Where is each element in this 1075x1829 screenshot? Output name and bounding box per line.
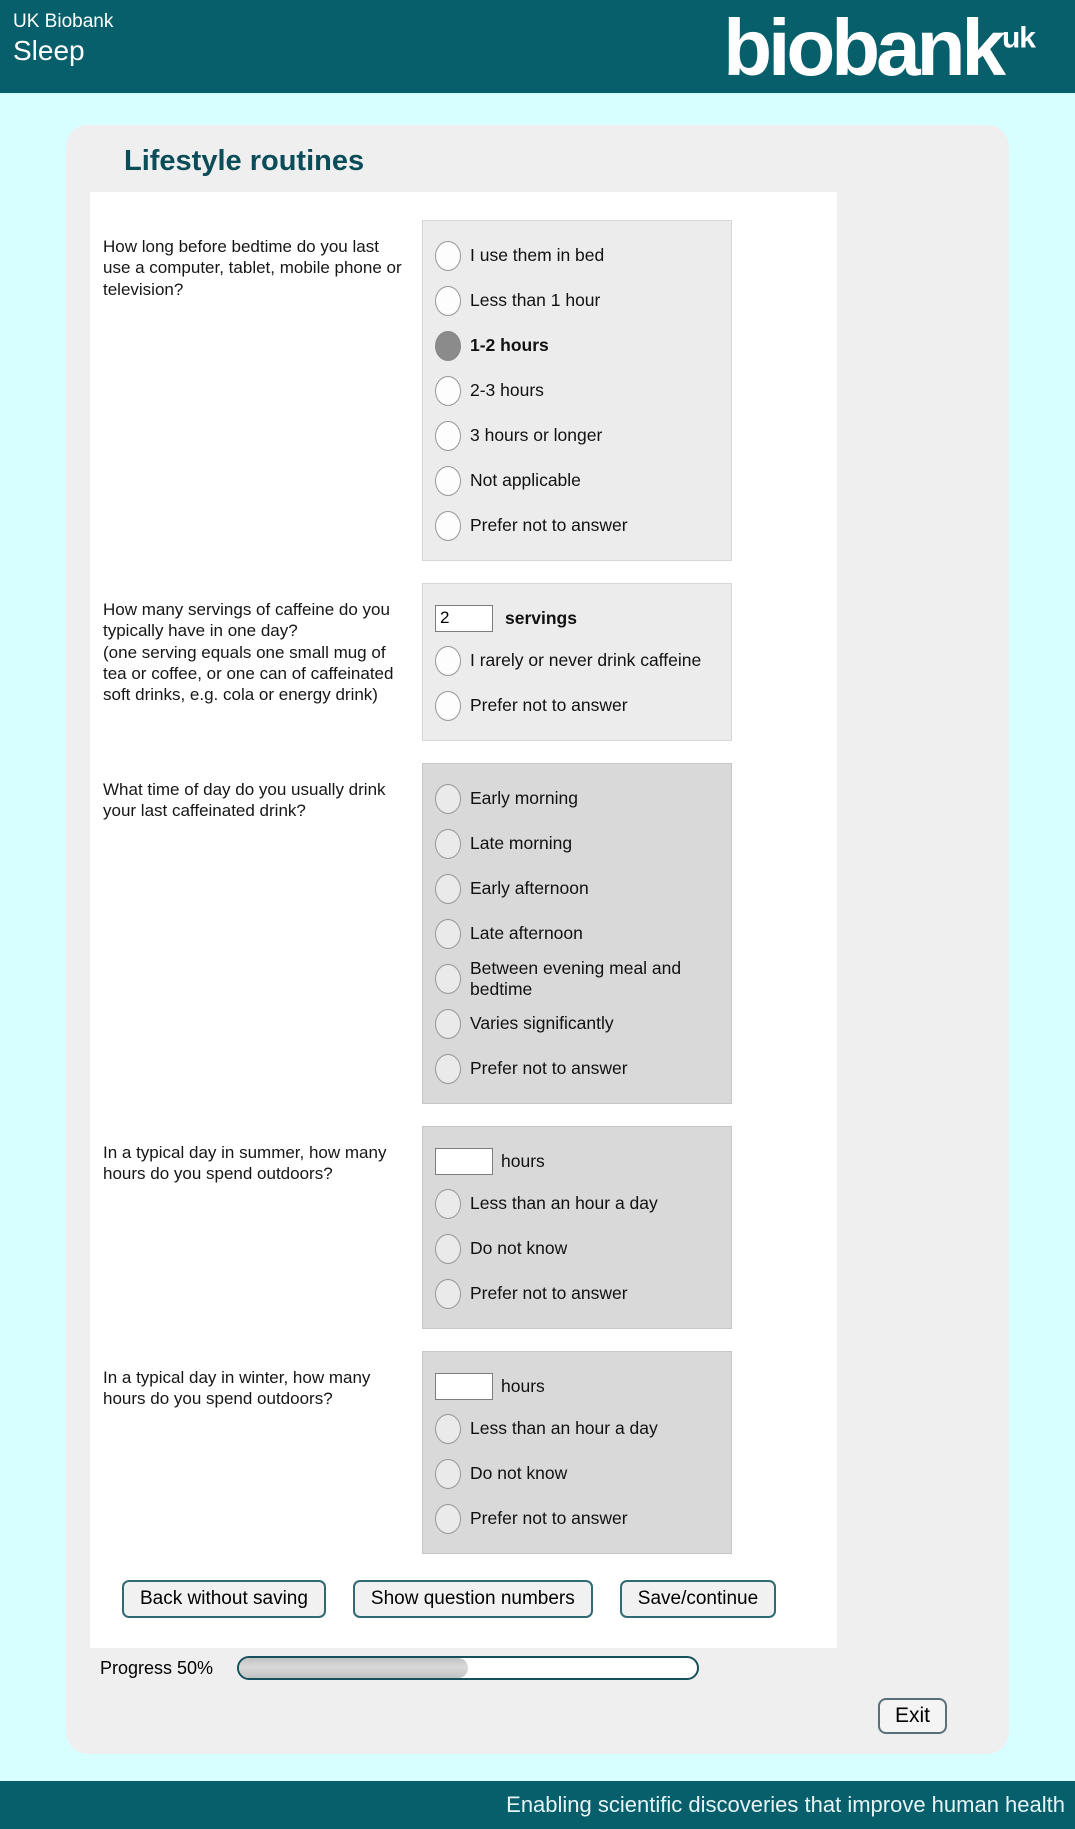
radio-option[interactable] — [423, 1001, 731, 1046]
option-label: Early morning — [470, 788, 578, 808]
footer-tagline: Enabling scientific discoveries that improve human health — [506, 1792, 1065, 1817]
radio-option[interactable] — [423, 638, 731, 683]
question-text-line: In a typical day in winter, how many hours do you spend outdoors? — [103, 1368, 371, 1409]
option-label: Less than an hour a day — [470, 1418, 658, 1438]
radio-option[interactable] — [423, 821, 731, 866]
progress-fill — [239, 1658, 468, 1678]
radio-option[interactable] — [423, 956, 731, 1001]
option-label: Prefer not to answer — [470, 1058, 628, 1078]
question-panel — [90, 192, 837, 1648]
option-label: 3 hours or longer — [470, 425, 603, 445]
action-button-row — [122, 1580, 837, 1618]
radio-option[interactable] — [423, 683, 731, 728]
option-label: Prefer not to answer — [470, 515, 628, 535]
radio-icon[interactable] — [435, 964, 461, 994]
radio-option[interactable] — [423, 1496, 731, 1541]
question-text-line: What time of day do you usually drink your last caffeinated drink? — [103, 780, 386, 821]
radio-option[interactable] — [423, 413, 731, 458]
radio-option[interactable] — [423, 1451, 731, 1496]
question-text — [90, 583, 422, 741]
questionnaire-card — [66, 125, 1009, 1754]
option-label: Do not know — [470, 1238, 568, 1258]
radio-icon[interactable] — [435, 376, 461, 406]
question-text-line: How long before bedtime do you last use a computer, tablet, mobile phone or television? — [103, 237, 402, 299]
radio-option[interactable] — [423, 776, 731, 821]
question-text-line: In a typical day in summer, how many hours do you spend outdoors? — [103, 1143, 387, 1184]
winter-hours-input[interactable] — [435, 1373, 493, 1400]
logo-word: biobank — [723, 3, 1002, 92]
save-continue-button[interactable]: Save/continue — [620, 1580, 776, 1618]
app-header — [0, 0, 1075, 93]
radio-option[interactable] — [423, 323, 731, 368]
radio-icon[interactable] — [435, 829, 461, 859]
logo-uk-superscript: uk — [1001, 21, 1035, 55]
option-label: Early afternoon — [470, 878, 589, 898]
option-label: Varies significantly — [470, 1013, 614, 1033]
unit-label: servings — [505, 607, 577, 628]
radio-option[interactable] — [423, 1046, 731, 1091]
show-question-numbers-button[interactable]: Show question numbers — [353, 1580, 593, 1618]
radio-icon[interactable] — [435, 691, 461, 721]
option-label: Between evening meal and bedtime — [470, 957, 682, 999]
radio-icon[interactable] — [435, 919, 461, 949]
summer-hours-input[interactable] — [435, 1148, 493, 1175]
radio-icon[interactable] — [435, 1189, 461, 1219]
radio-option[interactable] — [423, 278, 731, 323]
option-label: 1-2 hours — [470, 335, 549, 355]
option-label: Do not know — [470, 1463, 568, 1483]
answer-box — [422, 220, 732, 561]
question-text — [90, 220, 422, 561]
question-text-line: (one serving equals one small mug of tea or coffee, or one can of caffeinated soft drinks, e.g. cola or energy drink) — [103, 642, 394, 704]
radio-icon[interactable] — [435, 466, 461, 496]
radio-icon[interactable] — [435, 511, 461, 541]
app-footer — [0, 1781, 1075, 1829]
radio-icon[interactable] — [435, 1009, 461, 1039]
biobank-logo — [723, 3, 1035, 93]
servings-input[interactable] — [435, 605, 493, 632]
progress-label: Progress 50% — [100, 1657, 214, 1678]
question-text — [90, 1126, 422, 1329]
unit-label: hours — [501, 1375, 545, 1396]
progress-bar — [237, 1656, 699, 1680]
radio-icon[interactable] — [435, 1054, 461, 1084]
radio-icon[interactable] — [435, 874, 461, 904]
radio-icon[interactable] — [435, 1459, 461, 1489]
option-label: Prefer not to answer — [470, 1508, 628, 1528]
radio-selected-icon[interactable] — [435, 331, 461, 361]
answer-box — [422, 583, 732, 741]
radio-option[interactable] — [423, 368, 731, 413]
radio-icon[interactable] — [435, 784, 461, 814]
question-row — [90, 763, 837, 1104]
radio-icon[interactable] — [435, 1414, 461, 1444]
question-text — [90, 1351, 422, 1554]
app-name: UK Biobank — [13, 11, 114, 32]
radio-icon[interactable] — [435, 421, 461, 451]
option-label: Less than an hour a day — [470, 1193, 658, 1213]
answer-box — [422, 1351, 732, 1554]
radio-option[interactable] — [423, 458, 731, 503]
radio-icon[interactable] — [435, 646, 461, 676]
option-label: Late morning — [470, 833, 573, 853]
exit-row — [66, 1680, 1009, 1734]
question-row — [90, 1351, 837, 1554]
radio-option[interactable] — [423, 1226, 731, 1271]
radio-icon[interactable] — [435, 286, 461, 316]
option-label: Less than 1 hour — [470, 290, 601, 310]
question-text-line: How many servings of caffeine do you typically have in one day? — [103, 600, 390, 641]
questions — [90, 220, 837, 1554]
option-label: Prefer not to answer — [470, 695, 628, 715]
option-label: Not applicable — [470, 470, 581, 490]
radio-option[interactable] — [423, 866, 731, 911]
radio-icon[interactable] — [435, 1504, 461, 1534]
section-name: Sleep — [13, 35, 85, 66]
option-label: 2-3 hours — [470, 380, 544, 400]
option-label: I use them in bed — [470, 245, 605, 265]
question-text — [90, 763, 422, 1104]
numeric-input-row — [435, 1370, 731, 1402]
numeric-input-row — [435, 602, 731, 634]
progress-row — [100, 1656, 1009, 1680]
answer-box — [422, 1126, 732, 1329]
radio-icon[interactable] — [435, 241, 461, 271]
radio-option[interactable] — [423, 503, 731, 548]
option-label: I rarely or never drink caffeine — [470, 650, 702, 670]
header-titles — [0, 0, 113, 93]
radio-option[interactable] — [423, 233, 731, 278]
option-label: Prefer not to answer — [470, 1283, 628, 1303]
question-row — [90, 220, 837, 561]
radio-option[interactable] — [423, 1181, 731, 1226]
back-without-saving-button[interactable]: Back without saving — [122, 1580, 326, 1618]
question-row — [90, 1126, 837, 1329]
numeric-input-row — [435, 1145, 731, 1177]
radio-icon[interactable] — [435, 1234, 461, 1264]
radio-option[interactable] — [423, 911, 731, 956]
radio-option[interactable] — [423, 1271, 731, 1316]
option-label: Late afternoon — [470, 923, 583, 943]
answer-box — [422, 763, 732, 1104]
radio-icon[interactable] — [435, 1279, 461, 1309]
unit-label: hours — [501, 1150, 545, 1171]
exit-button[interactable]: Exit — [878, 1698, 947, 1734]
radio-option[interactable] — [423, 1406, 731, 1451]
question-row — [90, 583, 837, 741]
page-title: Lifestyle routines — [124, 145, 365, 177]
